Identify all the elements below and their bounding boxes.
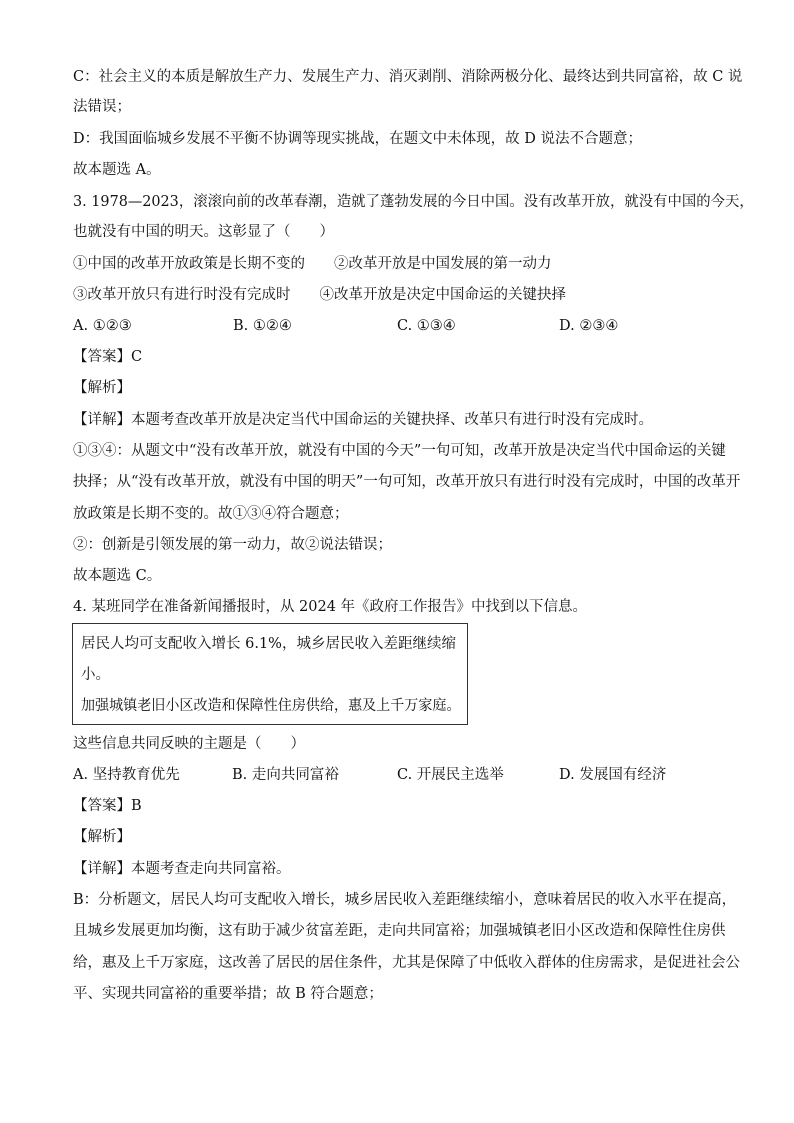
conclusion-a: 故本题选 A。 [73, 162, 161, 178]
question-4-option-b: B. 走向共同富裕 [232, 767, 339, 783]
question-3-option-d: D. ②③④ [559, 318, 619, 334]
question-3-statements-1-2: ①中国的改革开放政策是长期不变的 ②改革开放是中国发展的第一动力 [73, 256, 552, 272]
info-box-line-3: 加强城镇老旧小区改造和保障性住房供给，惠及上千万家庭。 [81, 698, 461, 714]
question-4-option-c: C. 开展民主选举 [397, 767, 504, 783]
question-4-question: 这些信息共同反映的主题是（ ） [73, 736, 305, 752]
option-c-explanation-cont: 法错误； [73, 99, 131, 115]
question-4-explanation-1: B：分析题文，居民人均可支配收入增长，城乡居民收入差距继续缩小，意味着居民的收入水平在提高， [73, 892, 737, 908]
question-4-option-d: D. 发展国有经济 [559, 767, 667, 783]
question-3-option-c: C. ①③④ [397, 318, 456, 334]
question-3-option-b: B. ①②④ [233, 318, 292, 334]
question-3-stem-cont: 也就没有中国的明天。这彰显了（ ） [73, 224, 334, 240]
question-4-option-a: A. 坚持教育优先 [73, 767, 180, 783]
question-4-answer: 【答案】B [73, 798, 142, 814]
question-4-analysis-label: 【解析】 [73, 829, 131, 845]
question-3-statements-3-4: ③改革开放只有进行时没有完成时 ④改革开放是决定中国命运的关键抉择 [73, 287, 566, 303]
question-3-explanation-1: ①③④：从题文中“没有改革开放，就没有中国的今天”一句可知，改革开放是决定当代中国命运的关键 [73, 443, 726, 459]
question-3-analysis-label: 【解析】 [73, 380, 131, 396]
question-3-answer: 【答案】C [73, 349, 143, 365]
question-3-explanation-4: ②：创新是引领发展的第一动力，故②说法错误； [73, 537, 392, 553]
question-4-detail: 【详解】本题考查走向共同富裕。 [73, 861, 291, 877]
question-4-explanation-2: 且城乡发展更加均衡，这有助于减少贫富差距，走向共同富裕；加强城镇老旧小区改造和保障性住房供 [73, 923, 726, 939]
option-c-explanation: C：社会主义的本质是解放生产力、发展生产力、消灭剥削、消除两极分化、最终达到共同富裕，故 C 说 [73, 69, 743, 85]
question-4-stem: 4. 某班同学在准备新闻播报时，从 2024 年《政府工作报告》中找到以下信息。 [73, 599, 588, 615]
question-3-stem: 3. 1978—2023，滚滚向前的改革春潮，造就了蓬勃发展的今日中国。没有改革开放，就没有中国的今天， [73, 194, 754, 210]
option-d-explanation: D：我国面临城乡发展不平衡不协调等现实挑战，在题文中未体现，故 D 说法不合题意； [73, 131, 642, 147]
question-3-explanation-3: 放政策是长期不变的。故①③④符合题意； [73, 506, 349, 522]
info-box-line-1: 居民人均可支配收入增长 6.1%，城乡居民收入差距继续缩 [81, 636, 456, 652]
question-3-option-a: A. ①②③ [73, 318, 132, 334]
info-box [72, 623, 468, 725]
question-4-explanation-3: 给，惠及上千万家庭，这改善了居民的居住条件，尤其是保障了中低收入群体的住房需求，是促进社会公 [73, 955, 740, 971]
question-3-detail: 【详解】本题考查改革开放是决定当代中国命运的关键抉择、改革只有进行时没有完成时。 [73, 412, 653, 428]
info-box-line-2: 小。 [81, 667, 110, 683]
question-4-explanation-4: 平、实现共同富裕的重要举措；故 B 符合题意； [73, 986, 383, 1002]
question-3-explanation-2: 抉择；从“没有改革开放，就没有中国的明天”一句可知，改革开放只有进行时没有完成时，中国的改革开 [73, 474, 741, 490]
conclusion-c: 故本题选 C。 [73, 568, 162, 584]
